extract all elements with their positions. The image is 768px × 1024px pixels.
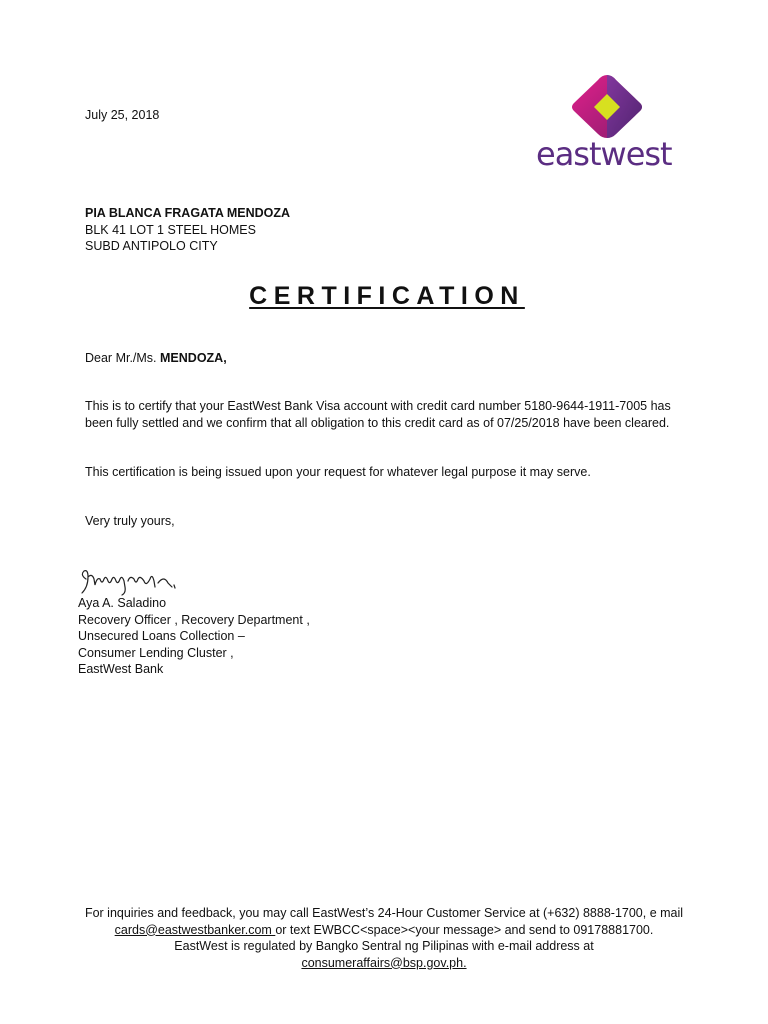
- recipient-address-line-2: SUBD ANTIPOLO CITY: [85, 239, 218, 253]
- footer-text-1: For inquiries and feedback, you may call EastWest’s 24-Hour Customer Service at (+632) 8888-1700, e mail: [84, 906, 684, 920]
- signer-title-line-3: Consumer Lending Cluster ,: [78, 645, 234, 660]
- purpose-paragraph: This certification is being issued upon your request for whatever legal purpose it may serve.: [85, 465, 591, 479]
- signer-title-line-1: Recovery Officer , Recovery Department ,: [78, 612, 310, 627]
- salutation-prefix: Dear Mr./Ms.: [85, 351, 161, 365]
- signature-image: [78, 563, 183, 597]
- footer-text-2: or text EWBCC<space><your message> and send to 09178881700.: [275, 922, 654, 937]
- eastwest-logo-icon: [532, 70, 682, 140]
- signer-title-line-2: Unsecured Loans Collection –: [78, 629, 245, 643]
- signer-block: [78, 595, 310, 678]
- logo-wordmark: eastwest: [536, 135, 672, 173]
- bsp-email-link[interactable]: consumeraffairs@bsp.gov.ph.: [301, 955, 467, 970]
- recipient-block: [85, 205, 290, 255]
- eastwest-logo: [532, 70, 682, 180]
- letter-date: July 25, 2018: [85, 108, 160, 122]
- signer-title-line-4: EastWest Bank: [78, 662, 164, 676]
- recipient-name: PIA BLANCA FRAGATA MENDOZA: [85, 206, 291, 220]
- cards-email-link[interactable]: cards@eastwestbanker.com: [114, 922, 276, 937]
- footer-notice: [80, 905, 688, 971]
- title-text: CERTIFICATION: [249, 282, 525, 310]
- certification-paragraph: This is to certify that your EastWest Bank Visa account with credit card number 5180-9644-1911-7005 has been fully settled and we confirm that all obligation to this credit card as of 07/25/2018 have been cleared.: [85, 399, 671, 430]
- recipient-address-line-1: BLK 41 LOT 1 STEEL HOMES: [85, 222, 256, 237]
- footer-text-3: EastWest is regulated by Bangko Sentral ng Pilipinas with e-mail address at: [174, 939, 594, 953]
- signer-name: Aya A. Saladino: [78, 596, 167, 610]
- document-title: [0, 282, 768, 311]
- closing: Very truly yours,: [85, 514, 175, 528]
- salutation: [85, 350, 227, 367]
- salutation-name: MENDOZA,: [160, 351, 227, 365]
